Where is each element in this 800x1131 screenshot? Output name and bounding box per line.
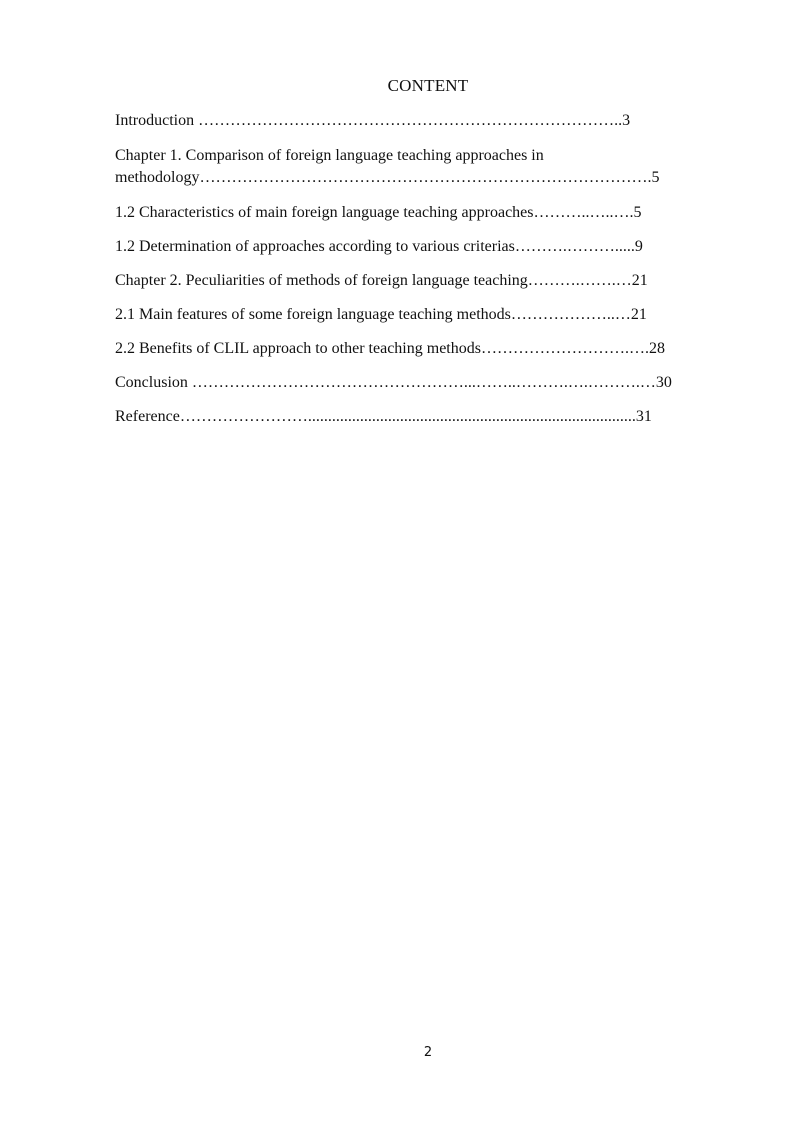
toc-entry-chapter-1 [115,145,659,189]
toc-entry-text: Conclusion ……………………………………………...……..……….….……….…30 [115,374,672,391]
toc-entry-text: 1.2 Determination of approaches according to various criterias……….……….....9 [115,238,643,255]
toc-entry-1-2-determination [115,236,643,258]
page-number: 2 [423,1045,433,1060]
toc-entry-reference [115,406,652,428]
toc-entry-text: Chapter 1. Comparison of foreign language teaching approaches in [115,147,544,164]
toc-entry-chapter-2 [115,270,648,292]
toc-entry-text: 2.2 Benefits of CLIL approach to other teaching methods……………………….….28 [115,340,665,357]
toc-entry-text: Chapter 2. Peculiarities of methods of foreign language teaching……….…….…21 [115,272,648,289]
toc-entry-text: Reference……………………..................................................................................31 [115,408,652,425]
toc-entry-1-2-characteristics [115,202,642,224]
toc-entry-2-2 [115,338,665,360]
toc-entry-2-1 [115,304,647,326]
toc-entry-text: 2.1 Main features of some foreign language teaching methods………………..…21 [115,306,647,323]
toc-entry-text: Introduction ……………………………………………………………………..3 [115,112,631,129]
toc-title: CONTENT [387,76,469,95]
toc-entry-introduction [115,110,630,132]
toc-entry-text: 1.2 Characteristics of main foreign language teaching approaches………..…..….5 [115,204,642,221]
toc-entry-text-continued: methodology………………………………………………………………………….5 [115,169,660,186]
toc-entry-conclusion [115,372,672,394]
